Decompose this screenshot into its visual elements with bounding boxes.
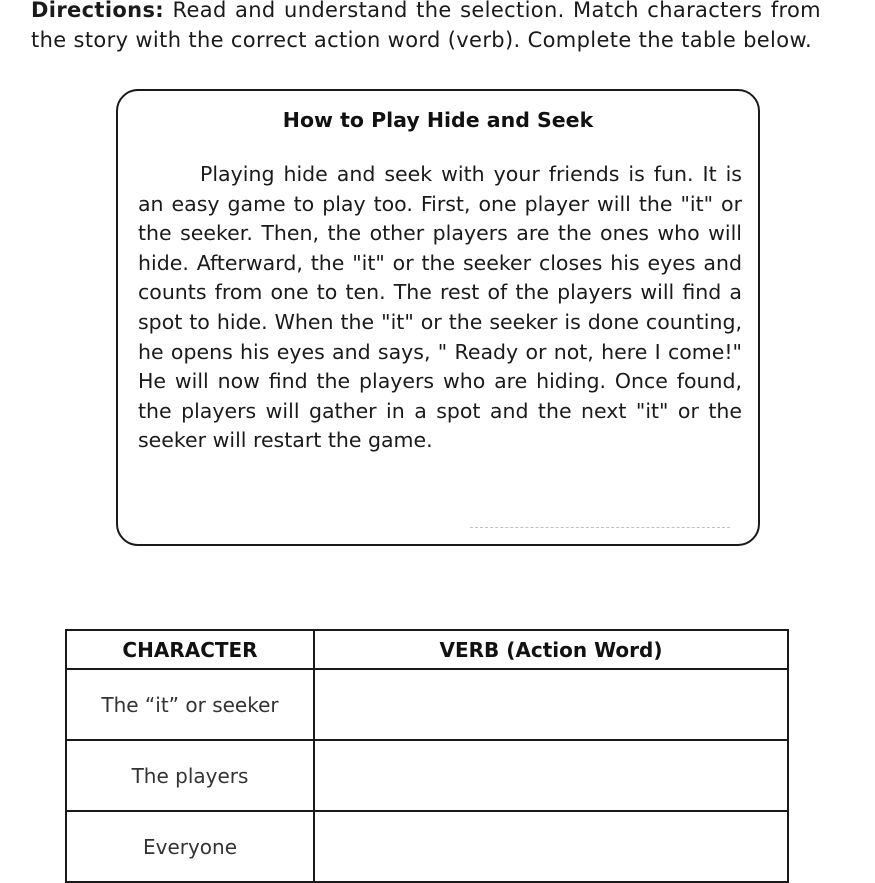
verb-answer-cell[interactable]	[314, 740, 788, 811]
story-title: How to Play Hide and Seek	[282, 108, 594, 132]
header-verb: VERB (Action Word)	[314, 630, 788, 669]
worksheet-table	[65, 629, 789, 883]
character-cell: The players	[66, 740, 314, 811]
character-cell: Everyone	[66, 811, 314, 882]
faint-marks	[470, 527, 730, 534]
table-row	[66, 811, 788, 882]
verb-answer-cell[interactable]	[314, 811, 788, 882]
verb-answer-cell[interactable]	[314, 669, 788, 740]
table-row	[66, 669, 788, 740]
character-cell: The “it” or seeker	[66, 669, 314, 740]
table-header-row	[66, 630, 788, 669]
header-character: CHARACTER	[66, 630, 314, 669]
table-row	[66, 740, 788, 811]
directions	[31, 0, 821, 55]
story-box	[116, 89, 760, 546]
directions-text: Read and understand the selection. Match characters from the story with the correct action word (verb). Complete the table below.	[31, 0, 821, 52]
story-body: Playing hide and seek with your friends is fun. It is an easy game to play too. First, one player will the "it" or the seeker. Then, the other players are the ones who will hide. Afterward, the "it" or the seeker closes his eyes and counts from one to ten. The rest of the players will find a spot to hide. When the "it" or the seeker is done counting, he opens his eyes and says, " Ready or not, here I come!" He will now find the players who are hiding. Once found, the players will gather in a spot and the next "it" or the seeker will restart the game.	[138, 162, 742, 453]
directions-label: Directions:	[31, 0, 165, 22]
